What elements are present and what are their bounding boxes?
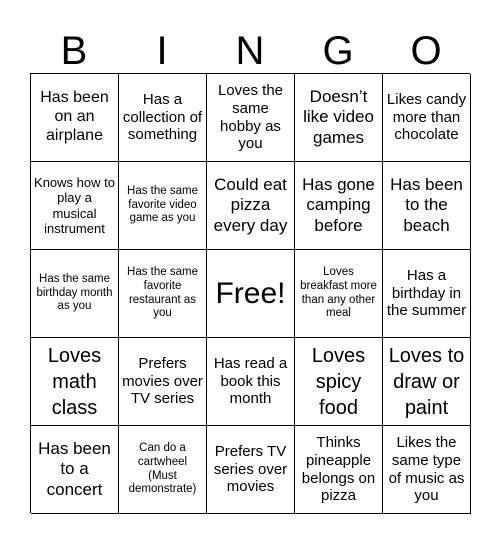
bingo-cell[interactable]	[31, 250, 119, 338]
cell-text: Has a collection of something	[122, 90, 203, 144]
cell-text: Can do a cartwheel (Must demonstrate)	[128, 442, 197, 496]
cell-text: Has been to the beach	[390, 175, 463, 235]
cell-text: Likes candy more than chocolate	[386, 90, 467, 144]
cell-text: Has been to a concert	[38, 439, 111, 499]
bingo-cell[interactable]	[207, 74, 295, 162]
bingo-cell[interactable]	[383, 162, 471, 250]
bingo-cell[interactable]	[383, 250, 471, 338]
cell-text: Knows how to play a musical instrument	[34, 174, 115, 236]
bingo-card-grid	[30, 73, 470, 513]
cell-text: Could eat pizza every day	[213, 175, 288, 235]
header-letter-b: B	[60, 29, 88, 73]
header-letter-o: O	[410, 29, 442, 73]
bingo-cell[interactable]	[207, 162, 295, 250]
cell-text: Thinks pineapple belongs on pizza	[301, 434, 376, 505]
cell-text: Loves the same hobby as you	[217, 82, 284, 153]
bingo-cell[interactable]	[295, 338, 383, 426]
cell-text: Loves to draw or paint	[388, 344, 465, 419]
bingo-cell[interactable]	[119, 250, 207, 338]
bingo-cell[interactable]	[295, 162, 383, 250]
cell-text: Has gone camping before	[302, 175, 375, 235]
cell-text: Has read a book this month	[213, 354, 288, 408]
bingo-cell[interactable]	[207, 338, 295, 426]
free-space-cell[interactable]	[207, 250, 295, 338]
header-letter-n: N	[235, 29, 265, 73]
header-letter-g: G	[322, 29, 354, 73]
cell-text: Loves math class	[47, 344, 102, 419]
cell-text: Prefers TV series over movies	[213, 442, 288, 496]
cell-text: Has been on an airplane	[40, 89, 109, 144]
bingo-cell[interactable]	[383, 426, 471, 514]
bingo-cell[interactable]	[207, 426, 295, 514]
bingo-cell[interactable]	[31, 338, 119, 426]
bingo-cell[interactable]	[119, 426, 207, 514]
cell-text: Has a birthday in the summer	[386, 266, 467, 320]
header-letter-i: I	[156, 29, 168, 73]
bingo-cell[interactable]	[383, 74, 471, 162]
bingo-cell[interactable]	[383, 338, 471, 426]
cell-text: Has the same birthday month as you	[36, 273, 113, 313]
cell-text: Loves spicy food	[311, 344, 366, 419]
bingo-cell[interactable]	[295, 74, 383, 162]
bingo-header	[30, 30, 470, 72]
free-space-text: Free!	[215, 276, 286, 310]
bingo-cell[interactable]	[31, 162, 119, 250]
bingo-cell[interactable]	[295, 426, 383, 514]
bingo-cell[interactable]	[31, 426, 119, 514]
cell-text: Prefers movies over TV series	[122, 354, 203, 408]
cell-text: Doesn’t like video games	[303, 87, 374, 147]
cell-text: Loves breakfast more than any other meal	[300, 266, 377, 320]
cell-text: Likes the same type of music as you	[388, 434, 465, 505]
bingo-cell[interactable]	[119, 338, 207, 426]
bingo-cell[interactable]	[119, 162, 207, 250]
cell-text: Has the same favorite video game as you	[127, 185, 198, 225]
bingo-cell[interactable]	[295, 250, 383, 338]
cell-text: Has the same favorite restaurant as you	[127, 266, 198, 320]
bingo-cell[interactable]	[31, 74, 119, 162]
bingo-cell[interactable]	[119, 74, 207, 162]
